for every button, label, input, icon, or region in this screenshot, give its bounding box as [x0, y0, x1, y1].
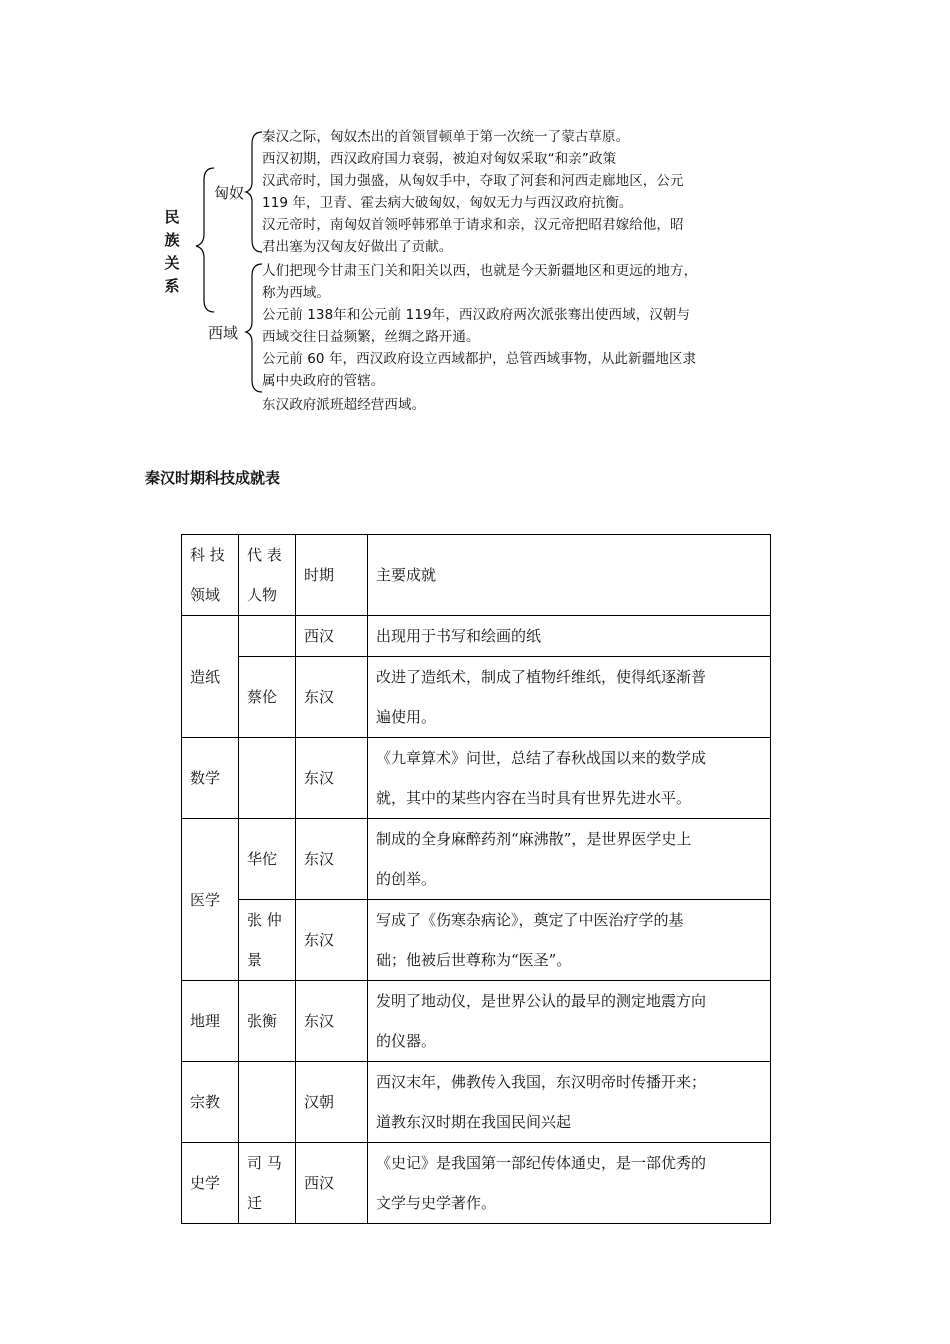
person-cell: 司 马 迁: [239, 1143, 296, 1224]
achievement-cell: 西汉末年，佛教传入我国，东汉明帝时传播开来； 道教东汉时期在我国民间兴起: [368, 1062, 771, 1143]
table-row: [182, 1062, 771, 1143]
xiyu-line: 公元前 138年和公元前 119年，西汉政府两次派张骞出使西域，汉朝与: [262, 307, 691, 323]
achievement-cell: 制成的全身麻醉药剂“麻沸散”，是世界医学史上 的创举。: [368, 819, 771, 900]
field-cell: 地理: [182, 981, 239, 1062]
period-cell: 西汉: [296, 1143, 368, 1224]
header-achievement: 主要成就: [368, 535, 771, 616]
achievement-cell: 发明了地动仪，是世界公认的最早的测定地震方向 的仪器。: [368, 981, 771, 1062]
table-row: [182, 981, 771, 1062]
period-cell: 西汉: [296, 616, 368, 657]
person-cell: [239, 738, 296, 819]
header-field: 科 技 领域: [182, 535, 239, 616]
period-cell: 东汉: [296, 981, 368, 1062]
person-cell: 蔡伦: [239, 657, 296, 738]
person-cell: 张衡: [239, 981, 296, 1062]
field-cell: 医学: [182, 819, 239, 981]
xiongnu-line: 君出塞为汉匈友好做出了贡献。: [262, 239, 453, 255]
header-period: 时期: [296, 535, 368, 616]
table-row: [182, 738, 771, 819]
xiongnu-line: 119 年，卫青、霍去病大破匈奴，匈奴无力与西汉政府抗衡。: [262, 195, 633, 211]
branch-label-xiongnu: 匈奴: [214, 184, 245, 202]
period-cell: 东汉: [296, 738, 368, 819]
period-cell: 东汉: [296, 819, 368, 900]
xiongnu-line: 汉武帝时，国力强盛，从匈奴手中，夺取了河套和河西走廊地区，公元: [262, 173, 684, 189]
achievement-cell: 《史记》是我国第一部纪传体通史，是一部优秀的 文学与史学著作。: [368, 1143, 771, 1224]
person-cell: 华佗: [239, 819, 296, 900]
table-header-row: [182, 535, 771, 616]
xiongnu-line: 西汉初期，西汉政府国力衰弱，被迫对匈奴采取“和亲”政策: [262, 151, 617, 167]
field-cell: 造纸: [182, 616, 239, 738]
field-cell: 数学: [182, 738, 239, 819]
xiyu-line: 称为西域。: [262, 285, 330, 301]
period-cell: 汉朝: [296, 1062, 368, 1143]
xiyu-line: 东汉政府派班超经营西域。: [262, 397, 426, 413]
achievement-cell: 写成了《伤寒杂病论》，奠定了中医治疗学的基 础；他被后世尊称为“医圣”。: [368, 900, 771, 981]
diagram-title: 民 族 关 系: [164, 208, 180, 295]
person-cell: [239, 616, 296, 657]
xiyu-line: 属中央政府的管辖。: [262, 373, 385, 389]
achievement-cell: 改进了造纸术，制成了植物纤维纸，使得纸逐渐普 遍使用。: [368, 657, 771, 738]
person-cell: [239, 1062, 296, 1143]
xiongnu-line: 汉元帝时，南匈奴首领呼韩邪单于请求和亲，汉元帝把昭君嫁给他，昭: [262, 217, 684, 233]
xiyu-line: 西域交往日益频繁，丝绸之路开通。: [262, 329, 480, 345]
xiongnu-line: 秦汉之际，匈奴杰出的首领冒顿单于第一次统一了蒙古草原。: [262, 129, 630, 145]
ethnic-relations-diagram: [0, 0, 950, 430]
table-title: 秦汉时期科技成就表: [145, 469, 281, 487]
field-cell: 史学: [182, 1143, 239, 1224]
achievement-cell: 出现用于书写和绘画的纸: [368, 616, 771, 657]
person-cell: 张 仲 景: [239, 900, 296, 981]
tech-achievement-table: [181, 534, 771, 1224]
table-row: [182, 657, 771, 738]
table-row: [182, 900, 771, 981]
period-cell: 东汉: [296, 657, 368, 738]
branch-label-xiyu: 西域: [208, 324, 239, 342]
table-row: [182, 819, 771, 900]
xiyu-line: 人们把现今甘肃玉门关和阳关以西，也就是今天新疆地区和更远的地方，: [262, 263, 698, 279]
xiyu-line: 公元前 60 年，西汉政府设立西域都护，总管西域事物，从此新疆地区隶: [262, 351, 697, 367]
period-cell: 东汉: [296, 900, 368, 981]
table-row: [182, 616, 771, 657]
header-person: 代 表 人物: [239, 535, 296, 616]
achievement-cell: 《九章算术》问世，总结了春秋战国以来的数学成 就，其中的某些内容在当时具有世界先进水平。: [368, 738, 771, 819]
table-row: [182, 1143, 771, 1224]
field-cell: 宗教: [182, 1062, 239, 1143]
